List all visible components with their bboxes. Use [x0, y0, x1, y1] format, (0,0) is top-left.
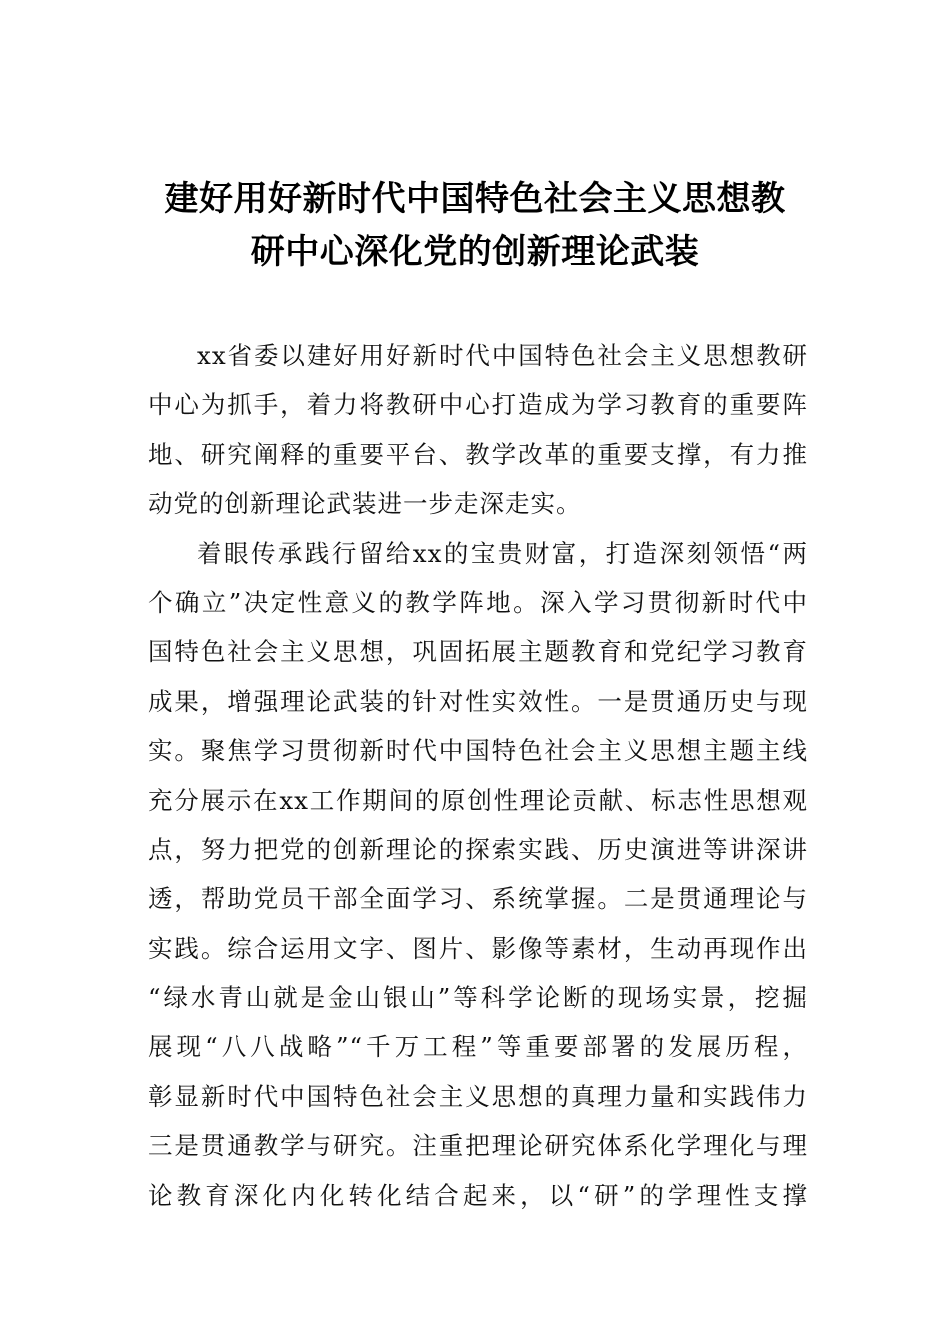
paragraph-line: “绿水青山就是金山银山”等科学论断的现场实景，挖掘 — [148, 983, 808, 1013]
paragraph-line: 彰显新时代中国特色社会主义思想的真理力量和实践伟力 — [148, 1081, 808, 1111]
paragraph-line: 透，帮助党员干部全面学习、系统掌握。二是贯通理论与 — [148, 884, 808, 914]
document-body — [148, 331, 808, 1220]
title-line-2: 研中心深化党的创新理论武装 — [250, 232, 700, 272]
paragraph-line: 着眼传承践行留给xx的宝贵财富，打造深刻领悟“两 — [197, 538, 808, 568]
paragraph-line: 论教育深化内化转化结合起来，以“研”的学理性支撑 — [148, 1180, 808, 1210]
paragraph-line: 充分展示在xx工作期间的原创性理论贡献、标志性思想观 — [148, 785, 808, 815]
paragraph-line: 地、研究阐释的重要平台、教学改革的重要支撑，有力推 — [148, 439, 808, 469]
paragraph-line: 实。聚焦学习贯彻新时代中国特色社会主义思想主题主线 — [148, 736, 808, 766]
paragraph-line: 动党的创新理论武装进一步走深走实。 — [148, 489, 582, 519]
paragraph-line: 实践。综合运用文字、图片、影像等素材，生动再现作出 — [148, 933, 808, 963]
paragraph-line: 展现“八八战略”“千万工程”等重要部署的发展历程， — [148, 1032, 808, 1062]
paragraph-line: 国特色社会主义思想，巩固拓展主题教育和党纪学习教育 — [148, 637, 808, 667]
paragraph-2 — [148, 529, 808, 1220]
paragraph-line: 成果，增强理论武装的针对性实效性。一是贯通历史与现 — [148, 686, 808, 716]
paragraph-line: 点，努力把党的创新理论的探索实践、历史演进等讲深讲 — [148, 834, 808, 864]
paragraph-line: 中心为抓手，着力将教研中心打造成为学习教育的重要阵 — [148, 390, 808, 420]
title-line-1: 建好用好新时代中国特色社会主义思想教 — [164, 179, 786, 219]
paragraph-line: 个确立”决定性意义的教学阵地。深入学习贯彻新时代中 — [148, 587, 808, 617]
paragraph-line: xx省委以建好用好新时代中国特色社会主义思想教研 — [197, 341, 808, 370]
document-title — [145, 173, 805, 279]
paragraph-line: 三是贯通教学与研究。注重把理论研究体系化学理化与理 — [148, 1131, 808, 1161]
paragraph-1 — [148, 331, 808, 529]
